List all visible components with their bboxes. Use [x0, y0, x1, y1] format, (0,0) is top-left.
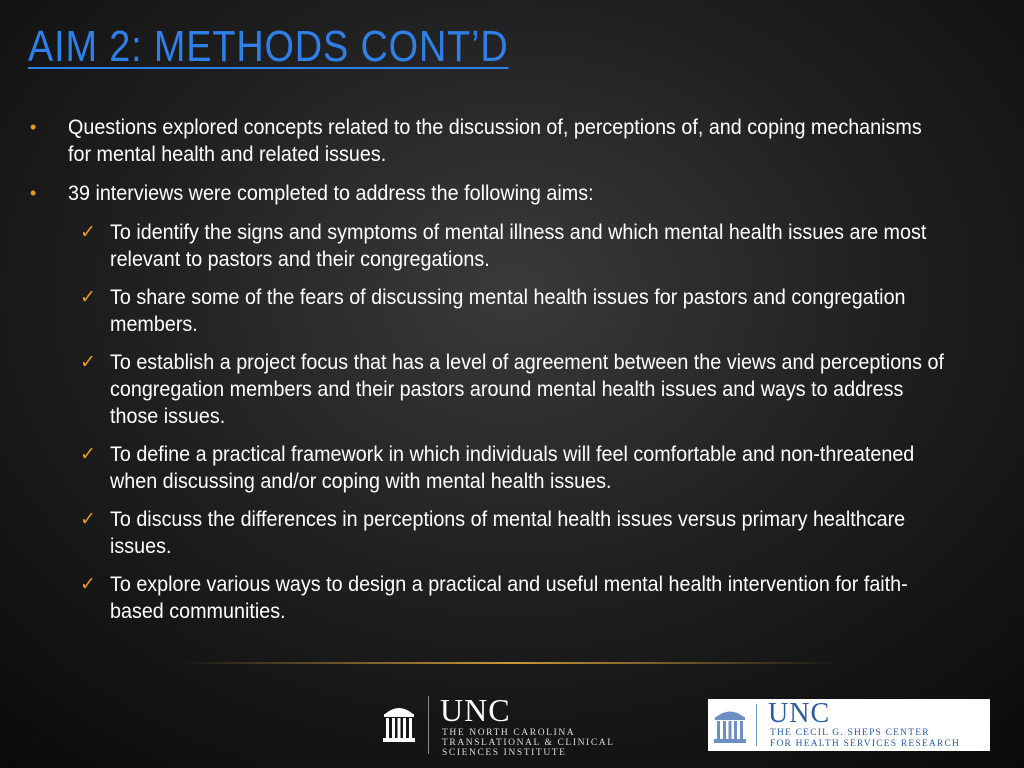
- checkmark-icon: ✓: [80, 287, 96, 308]
- sub-item-text: To share some of the fears of discussing mental health issues for pastors and congregation members.: [110, 286, 906, 336]
- sub-item-text: To discuss the differences in perceptions of mental health issues versus primary healthcare issues.: [110, 508, 906, 558]
- sheps-line2: FOR HEALTH SERVICES RESEARCH: [770, 739, 961, 749]
- sheps-line1: THE CECIL G. SHEPS CENTER: [770, 728, 930, 738]
- checkmark-icon: ✓: [80, 444, 96, 465]
- unc-wordmark: UNC: [768, 698, 831, 729]
- logo-separator: [756, 704, 757, 746]
- bullet-text: 39 interviews were completed to address the following aims:: [68, 182, 594, 205]
- checkmark-icon: ✓: [80, 222, 96, 243]
- checkmark-icon: ✓: [80, 574, 96, 595]
- sub-item: [28, 284, 998, 338]
- bullet-text: Questions explored concepts related to the discussion of, perceptions of, and coping mechanisms for mental health and related issues.: [68, 116, 922, 166]
- unc-wordmark: UNC: [440, 692, 511, 728]
- old-well-icon: [382, 700, 416, 744]
- gold-divider: [180, 662, 840, 664]
- checkmark-icon: ✓: [80, 352, 96, 373]
- bullet-marker: •: [30, 117, 37, 137]
- nctracs-logo: [382, 694, 622, 758]
- bullet-item: [28, 180, 998, 207]
- bullet-item: [28, 114, 998, 168]
- checkmark-icon: ✓: [80, 509, 96, 530]
- nctracs-line3: SCIENCES INSTITUTE: [442, 748, 567, 758]
- sub-item: [28, 571, 998, 625]
- sub-item: [28, 349, 998, 430]
- nctracs-line2: TRANSLATIONAL & CLINICAL: [442, 738, 615, 748]
- slide-content: [28, 114, 998, 636]
- old-well-icon: [712, 705, 748, 745]
- sub-item: [28, 441, 998, 495]
- sub-item: [28, 219, 998, 273]
- nctracs-subtitle: [442, 728, 615, 758]
- sub-item-text: To establish a project focus that has a level of agreement between the views and perceptions of congregation members and their pastors around mental health issues and ways to address those issues.: [110, 351, 944, 428]
- slide-title: AIM 2: METHODS CONT’D: [28, 22, 509, 71]
- nctracs-line1: THE NORTH CAROLINA: [442, 728, 576, 738]
- sheps-center-logo: [708, 699, 990, 751]
- sub-item-text: To explore various ways to design a practical and useful mental health intervention for faith-based communities.: [110, 573, 908, 623]
- logo-separator: [428, 696, 429, 754]
- sub-item-text: To identify the signs and symptoms of mental illness and which mental health issues are most relevant to pastors and their congregations.: [110, 221, 927, 271]
- sub-item-text: To define a practical framework in which individuals will feel comfortable and non-threatened when discussing and/or coping with mental health issues.: [110, 443, 915, 493]
- bullet-marker: •: [30, 183, 37, 203]
- sub-item: [28, 506, 998, 560]
